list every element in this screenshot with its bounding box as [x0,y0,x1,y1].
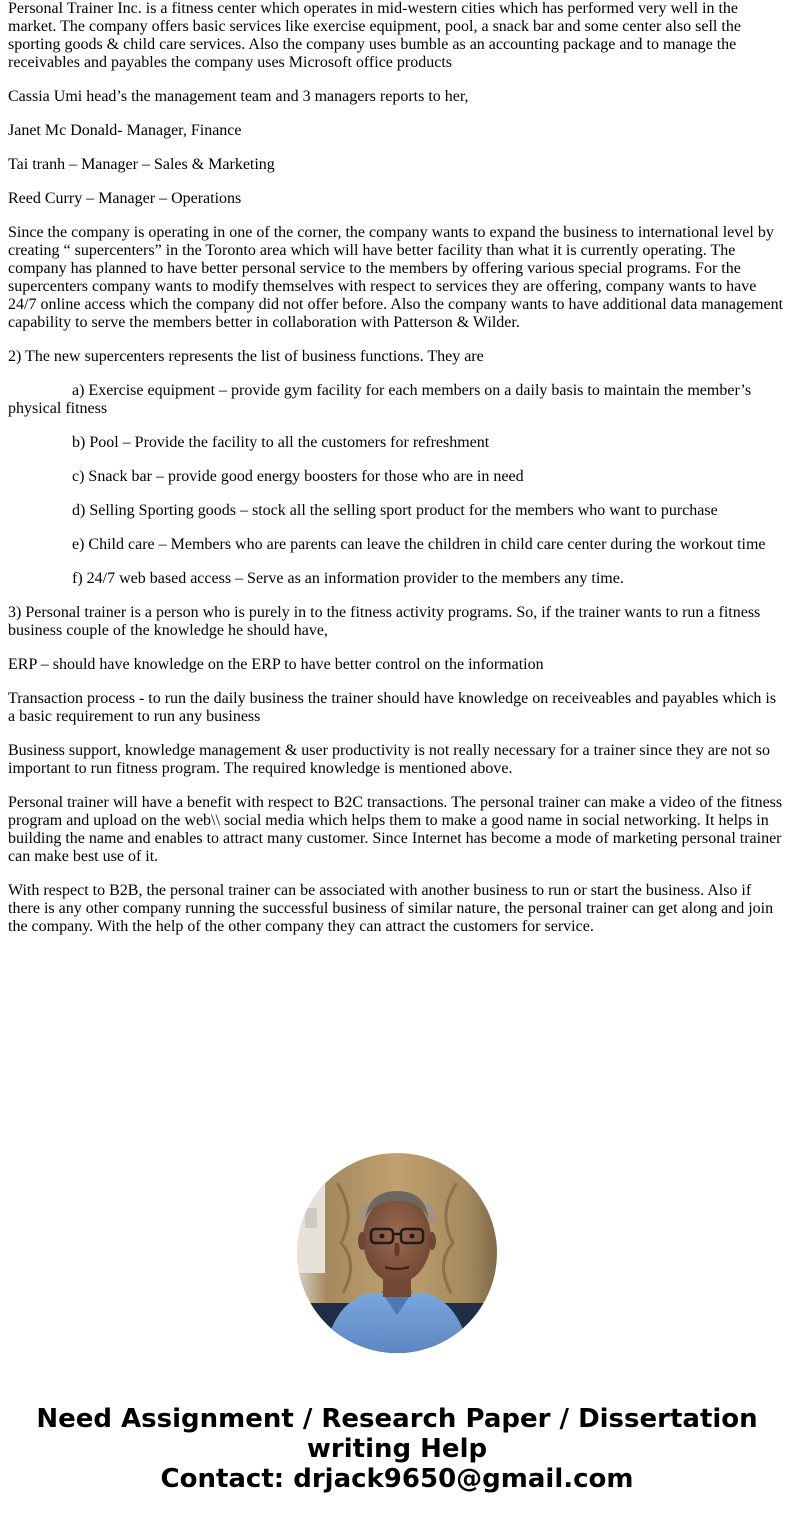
paragraph-intro: Personal Trainer Inc. is a fitness center which operates in mid-western cities which has performed very well in the market. The company offers basic services like exercise equipment, pool, a snack bar and some center also sell the sporting goods & child care services. Also the company uses bumble as an accounting package and to manage the receivables and payables the company uses Microsoft office products [8,0,741,71]
paragraph-b2c: Personal trainer will have a benefit with respect to B2C transactions. The personal trainer can make a video of the fitness program and upload on the web\\ social media which helps them to make a good name in social networking. It helps in building the name and enables to attract many customer. Since Internet has become a mode of marketing personal trainer can make best use of it. [8,794,783,865]
paragraph-personal-trainer: 3) Personal trainer is a person who is purely in to the fitness activity programs. So, if the trainer wants to run a fitness business couple of the knowledge he should have, [8,604,761,639]
paragraph-management: Cassia Umi head’s the management team and 3 managers reports to her, [8,88,469,105]
paragraph-business-functions: 2) The new supercenters represents the list of business functions. They are [8,348,484,365]
document-body [8,0,786,952]
avatar-photo-icon [297,1153,497,1353]
list-item-snack-bar: c) Snack bar – provide good energy boosters for those who are in need [72,468,524,485]
paragraph-manager-sales: Tai tranh – Manager – Sales & Marketing [8,156,275,173]
paragraph-transaction: Transaction process - to run the daily business the trainer should have knowledge on receiveables and payables which is a basic requirement to run any business [8,690,777,725]
paragraph-manager-finance: Janet Mc Donald- Manager, Finance [8,122,242,139]
paragraph-business-support: Business support, knowledge management & user productivity is not really necessary for a trainer since they are not so important to run fitness program. The required knowledge is mentioned above. [8,742,771,777]
footer-banner [0,1404,794,1494]
list-item-web-access: f) 24/7 web based access – Serve as an information provider to the members any time. [72,570,624,587]
list-item-pool: b) Pool – Provide the facility to all the customers for refreshment [72,434,490,451]
paragraph-expansion: Since the company is operating in one of the corner, the company wants to expand the business to international level by creating “ supercenters” in the Toronto area which will have better facility than what it is currently operating. The company has planned to have better personal service to the members by offering various special programs. For the supercenters company wants to modify themselves with respect to services they are offering, company wants to have 24/7 online access which the company did not offer before. Also the company wants to have additional data management capability to serve the members better in collaboration with Patterson & Wilder. [8,224,784,331]
paragraph-erp: ERP – should have knowledge on the ERP to have better control on the information [8,656,544,673]
footer-line-writing-help: writing Help [306,1434,488,1464]
footer-contact: Contact: drjack9650@gmail.com [160,1464,634,1494]
list-item-exercise: a) Exercise equipment – provide gym facility for each members on a daily basis to maintain the member’s physical fitness [8,382,752,417]
paragraph-b2b: With respect to B2B, the personal trainer can be associated with another business to run or start the business. Also if there is any other company running the successful business of similar nature, the personal trainer can get along and join the company. With the help of the other company they can attract the customers for service. [8,882,774,935]
list-item-sporting-goods: d) Selling Sporting goods – stock all the selling sport product for the members who want to purchase [72,502,718,519]
list-item-child-care: e) Child care – Members who are parents can leave the children in child care center during the workout time [72,536,766,553]
paragraph-manager-operations: Reed Curry – Manager – Operations [8,190,242,207]
avatar [297,1153,497,1353]
footer-line-need-help: Need Assignment / Research Paper / Dissertation [36,1404,758,1434]
